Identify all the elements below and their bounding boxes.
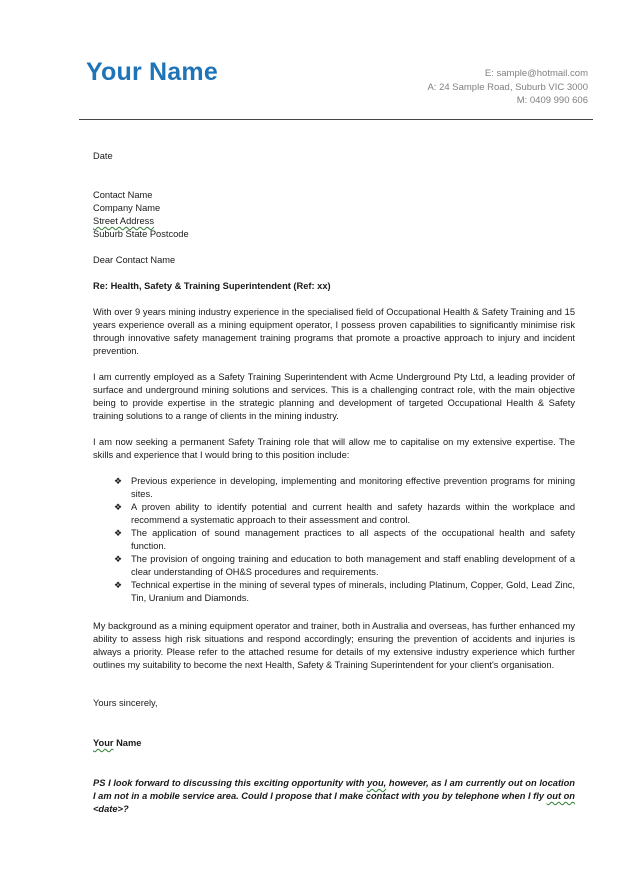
diamond-bullet-icon: ❖ xyxy=(114,528,123,538)
postscript: PS I look forward to discussing this exciting opportunity with you, however, as I am currently out on location I am not in a mobile service area. Could I propose that I make contact with you by telephone when I fly out on <date>? xyxy=(93,778,575,814)
header-divider xyxy=(79,119,593,120)
email-line: E: sample@hotmail.com xyxy=(484,68,588,79)
signature-name: Your Name xyxy=(93,738,142,748)
list-item: ❖ Previous experience in developing, implementing and monitoring effective prevention programs for mining sites. xyxy=(114,476,575,499)
subject-line: Re: Health, Safety & Training Superintendent (Ref: xx) xyxy=(93,281,331,291)
paragraph-intro: With over 9 years mining industry experience in the specialised field of Occupational Health & Safety Training and 15 years experience overall as a mining equipment operator, I possess proven capabilities to significantly minimise risk through innovative safety management training programs that promote a proactive approach to injury and incident prevention. xyxy=(93,307,575,356)
address-line: A: 24 Sample Road, Suburb VIC 3000 xyxy=(427,81,588,93)
paragraph-current-role: I am currently employed as a Safety Training Superintendent with Acme Underground Pty Ltd, a leading provider of surface and underground mining solutions and services. This is a challenging contract role, with the main objective being to provide expertise in the strategic planning and development of targeted Occupational Health & Safety training solutions to a range of clients in the mining industry. xyxy=(93,372,575,421)
skills-list xyxy=(93,475,575,605)
contact-details xyxy=(427,67,588,108)
list-item: ❖ The application of sound management practices to all aspects of the occupational health and safety function. xyxy=(114,528,575,551)
diamond-bullet-icon: ❖ xyxy=(114,580,123,590)
diamond-bullet-icon: ❖ xyxy=(114,502,123,512)
sign-off: Yours sincerely, xyxy=(93,698,158,708)
list-item: ❖ The provision of ongoing training and education to both management and staff enabling development of a clear understanding of OH&S procedures and requirements. xyxy=(114,554,575,577)
list-item: ❖ Technical expertise in the mining of several types of minerals, including Platinum, Copper, Gold, Lead Zinc, Tin, Uranium and Diamonds. xyxy=(114,580,575,603)
recipient-block xyxy=(93,189,575,241)
paragraph-closing: My background as a mining equipment operator and trainer, both in Australia and overseas, has further enhanced my ability to assess high risk situations and respond accordingly; ensuring the prevention of accidents and injuries is always a priority. Please refer to the attached resume for details of my extensive industry experience which further outlines my suitability to become the next Health, Safety & Training Superintendent for your client's organisation. xyxy=(93,621,575,670)
recipient-contact-name: Contact Name xyxy=(93,190,153,200)
recipient-street: Street Address xyxy=(93,216,154,226)
diamond-bullet-icon: ❖ xyxy=(114,476,123,486)
salutation: Dear Contact Name xyxy=(93,255,176,265)
diamond-bullet-icon: ❖ xyxy=(114,554,123,564)
recipient-company-name: Company Name xyxy=(93,203,161,213)
sender-name: Your Name xyxy=(86,58,218,86)
paragraph-seeking: I am now seeking a permanent Safety Training role that will allow me to capitalise on my extensive expertise. The skills and experience that I would bring to this position include: xyxy=(93,437,575,460)
letter-date: Date xyxy=(93,151,113,161)
recipient-suburb: Suburb State Postcode xyxy=(93,229,189,239)
list-item: ❖ A proven ability to identify potential and current health and safety hazards within the workplace and recommend a systematic approach to their assessment and control. xyxy=(114,502,575,525)
mobile-line: M: 0409 990 606 xyxy=(516,95,588,106)
